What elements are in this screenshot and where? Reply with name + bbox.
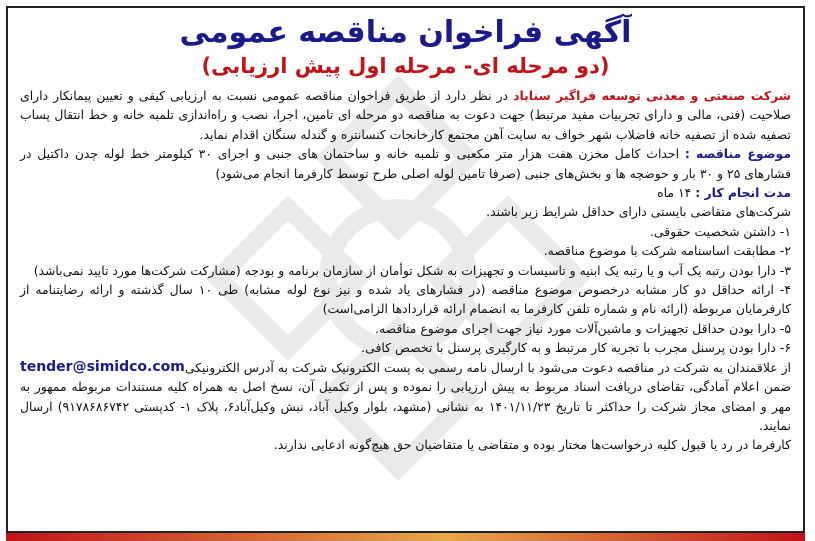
- subject-label: موضوع مناقصه :: [684, 146, 792, 162]
- duration-label: مدت انجام کار :: [695, 185, 791, 201]
- company-name: شرکت صنعتی و معدنی توسعه فراگیر سناباد: [513, 88, 791, 103]
- condition-item-6: ۶- دارا بودن پرسنل مجرب با تجربه کار مرتبط و به کارگیری پرسنل با تخصص کافی.: [361, 340, 791, 356]
- final-note: کارفرما در رد یا قبول کلیه درخواست‌ها مختار بوده و متقاضی یا متقاضیان حق هیچ‌گونه ادعایی ندارند.: [273, 437, 791, 453]
- closing-paragraph: [20, 358, 791, 436]
- bottom-decorative-bar: [6, 533, 805, 541]
- subject-text: احداث کامل مخزن هفت هزار متر مکعبی و تلمبه خانه و ساختمان های جنبی و اجرای ۳۰ کیلومتر خط لوله چدن داکتیل در فشارهای ۲۵ و ۳۰ بار و حوضچه ها و بخش‌های جنبی (صرفا تامین لوله اصلی طرح توسط کارفرما انجام می‌شود): [20, 146, 791, 181]
- condition-item-2: ۲- مطابقت اساسنامه شرکت با موضوع مناقصه.: [543, 243, 791, 259]
- notice-header: [8, 8, 803, 80]
- intro-text: در نظر دارد از طریق فراخوان مناقصه عمومی نسبت به ارزیابی کیفی و تعیین پیمانکار دارای صلاحیت (فنی، مالی و دارای تجربیات مفید مرتبط) جهت دعوت به مناقصه دو مرحله ای تامین، اجرا، نصب و راه‌اندازی تلمبه خانه و خط انتقال پساب تصفیه شده از تصفیه خانه فاضلاب شهر خواف به سایت آهن مجتمع کارخانجات کنسانتره و گندله سنگان اقدام نماید.: [20, 88, 791, 142]
- condition-item-3: ۳- دارا بودن رتبه یک آب و یا رتبه یک ابنیه و تاسیسات و تجهیزات به شکل توأمان از سازمان برنامه و بودجه (مشارکت شرکت‌ها مورد تایید نمی‌باشد): [33, 262, 791, 278]
- notice-body: [8, 80, 803, 455]
- contact-email-link[interactable]: tender@simidco.com: [20, 358, 185, 375]
- subject-paragraph: [20, 144, 791, 183]
- condition-item-4: ۴- ارائه حداقل دو کار مشابه درخصوص موضوع مناقصه (در فشارهای یاد شده و نیز نوع لوله مشابه) طی ۱۰ سال گذشته و ارائه رضایتنامه از کارفرمایان مربوطه (ارائه نام و شماره تلفن کارفرما به انضمام ارائه قراردادها الزامی‌است): [20, 282, 792, 317]
- duration-paragraph: [20, 183, 791, 202]
- duration-text: ۱۴ ماه: [657, 185, 696, 201]
- condition-item-1: ۱- داشتن شخصیت حقوقی.: [649, 223, 791, 239]
- notice-frame: [6, 6, 805, 533]
- condition-item-5: ۵- دارا بودن حداقل تجهیزات و ماشین‌آلات مورد نیاز جهت اجرای موضوع مناقصه.: [375, 320, 791, 336]
- closing-text: از علاقمندان به شرکت در مناقصه دعوت می‌شود با ارسال نامه رسمی به پست الکترونیک شرکت به آدرس الکترونیکی ضمن اعلام آمادگی، تقاضای دریافت اسناد مربوط به پیش ارزیابی را نموده و پس از تکمیل آن، نسخ اصل به همراه کلیه مستندات مربوطه ممهور به مهر و امضای مجاز شرکت را حداکثر تا تاریخ ۱۴۰۱/۱۱/۲۳ به نشانی (مشهد، بلوار وکیل آباد، نبش وکیل‌آباد۶، پلاک ۱- کدپستی ۹۱۷۸۶۸۶۷۴۲) ارسال نمایند.: [20, 359, 792, 433]
- notice-subtitle: (دو مرحله ای- مرحله اول پیش ارزیابی): [201, 54, 610, 78]
- intro-paragraph: [20, 86, 791, 144]
- conditions-intro: شرکت‌های متقاضی بایستی دارای حداقل شرایط زیر باشند.: [486, 204, 791, 220]
- notice-title: آگهی فراخوان مناقصه عمومی: [179, 15, 632, 50]
